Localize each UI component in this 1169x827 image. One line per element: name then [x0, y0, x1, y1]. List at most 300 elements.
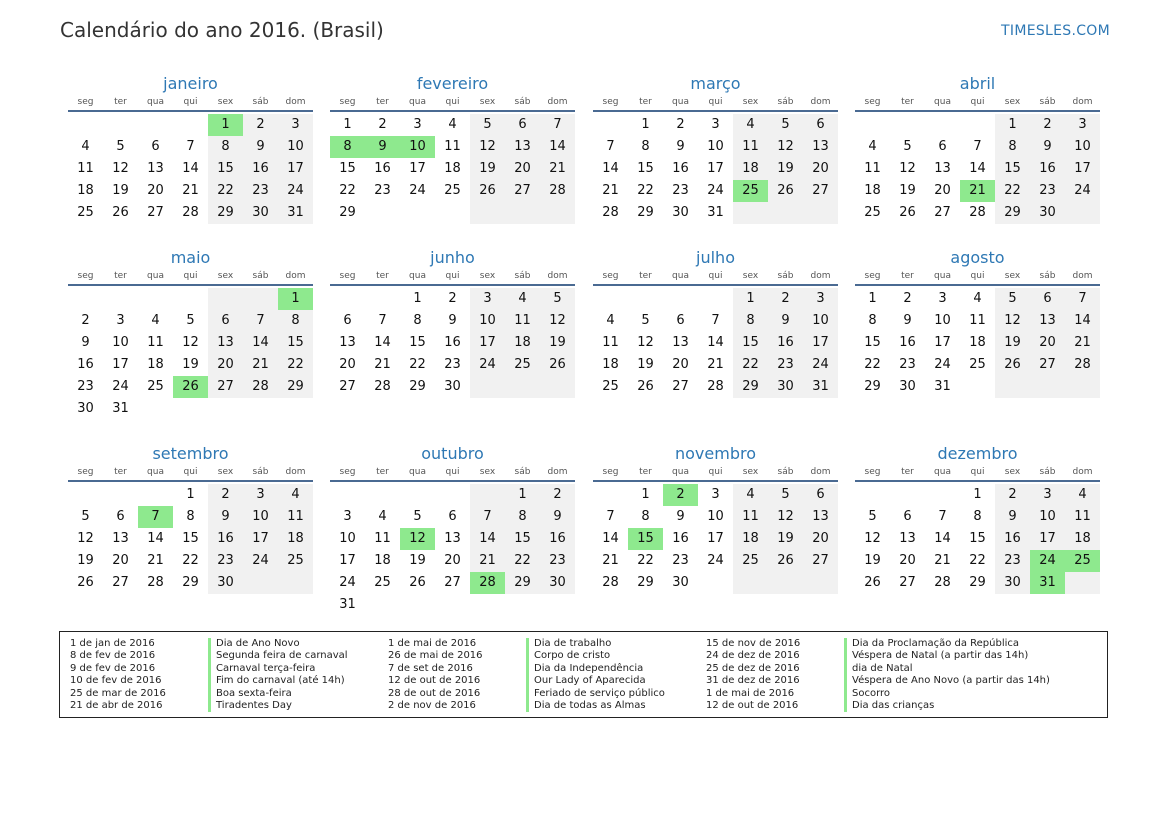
day-cell: 17 — [479, 335, 496, 350]
weekday-label: seg — [77, 467, 94, 477]
weekday-header — [68, 270, 313, 286]
day-cell: 30 — [549, 575, 566, 590]
day-cell: 19 — [777, 161, 794, 176]
day-cell: 24 — [112, 379, 129, 394]
day-cell: 20 — [812, 531, 829, 546]
holiday-day-cell: 24 — [1030, 550, 1065, 572]
day-cell: 16 — [252, 161, 269, 176]
weekday-label: sex — [742, 97, 759, 107]
day-cell: 15 — [637, 161, 654, 176]
day-cell: 29 — [514, 575, 531, 590]
day-cell: 10 — [707, 509, 724, 524]
legend-holiday-name: Dia de trabalho — [526, 638, 611, 650]
legend-holiday-name: Our Lady of Aparecida — [526, 675, 646, 687]
day-cell: 3 — [711, 117, 720, 132]
day-cell: 5 — [781, 487, 790, 502]
day-cell: 1 — [1008, 117, 1017, 132]
weekday-label: qui — [708, 467, 723, 477]
weekday-header — [855, 96, 1100, 112]
day-cell: 24 — [339, 575, 356, 590]
month-name: abril — [959, 74, 996, 93]
holiday-day-cell: 10 — [400, 136, 435, 158]
day-cell: 8 — [291, 313, 300, 328]
day-cell: 7 — [378, 313, 387, 328]
day-cell: 4 — [868, 139, 877, 154]
day-cell: 3 — [291, 117, 300, 132]
day-cell: 6 — [151, 139, 160, 154]
weekday-label: sex — [742, 467, 759, 477]
legend-date: 28 de out de 2016 — [388, 687, 481, 699]
day-cell: 22 — [1004, 183, 1021, 198]
day-cell: 11 — [287, 509, 304, 524]
weekday-header — [68, 466, 313, 482]
weekday-label: sáb — [777, 97, 794, 107]
day-cell: 30 — [1004, 575, 1021, 590]
legend-date: 25 de mar de 2016 — [70, 687, 166, 699]
weekday-label: sáb — [777, 271, 794, 281]
day-cell: 27 — [1039, 357, 1056, 372]
month-agosto — [855, 246, 1100, 394]
weekday-label: qui — [708, 271, 723, 281]
day-cell: 23 — [77, 379, 94, 394]
day-cell: 31 — [812, 379, 829, 394]
day-cell: 23 — [252, 183, 269, 198]
day-cell: 9 — [448, 313, 457, 328]
day-cell: 24 — [287, 183, 304, 198]
day-cell: 7 — [606, 139, 615, 154]
legend-date: 12 de out de 2016 — [388, 675, 481, 687]
day-cell: 14 — [934, 531, 951, 546]
day-cell: 16 — [899, 335, 916, 350]
day-cell: 23 — [899, 357, 916, 372]
day-cell: 27 — [444, 575, 461, 590]
day-cell: 28 — [549, 183, 566, 198]
day-cell: 15 — [969, 531, 986, 546]
day-cell: 12 — [112, 161, 129, 176]
day-cell: 5 — [868, 509, 877, 524]
day-cell: 21 — [374, 357, 391, 372]
day-cell: 5 — [116, 139, 125, 154]
day-cell: 22 — [742, 357, 759, 372]
weekday-label: sáb — [777, 467, 794, 477]
day-cell: 21 — [479, 553, 496, 568]
day-cell: 10 — [479, 313, 496, 328]
day-cell: 13 — [217, 335, 234, 350]
weekday-label: dom — [285, 467, 306, 477]
day-cell: 26 — [479, 183, 496, 198]
day-cell: 14 — [1074, 313, 1091, 328]
holiday-day-cell: 1 — [208, 114, 243, 136]
day-cell: 2 — [1043, 117, 1052, 132]
day-cell: 14 — [374, 335, 391, 350]
day-cell: 6 — [1043, 291, 1052, 306]
day-cell: 5 — [903, 139, 912, 154]
day-cell: 1 — [413, 291, 422, 306]
day-cell: 20 — [112, 553, 129, 568]
day-cell: 4 — [291, 487, 300, 502]
day-cell: 31 — [339, 597, 356, 612]
month-outubro — [330, 442, 575, 612]
day-cell: 15 — [1004, 161, 1021, 176]
weekday-label: ter — [114, 97, 127, 107]
weekday-header — [330, 466, 575, 482]
day-cell: 10 — [812, 313, 829, 328]
day-cell: 26 — [409, 575, 426, 590]
day-cell: 15 — [339, 161, 356, 176]
day-cell: 23 — [374, 183, 391, 198]
day-cell: 3 — [256, 487, 265, 502]
day-cell: 13 — [899, 531, 916, 546]
day-cell: 26 — [864, 575, 881, 590]
day-cell: 7 — [711, 313, 720, 328]
day-cell: 30 — [1039, 205, 1056, 220]
weekday-label: seg — [339, 97, 356, 107]
day-cell: 22 — [637, 553, 654, 568]
day-cell: 8 — [641, 139, 650, 154]
weekday-label: seg — [602, 467, 619, 477]
day-cell: 14 — [182, 161, 199, 176]
legend-holiday-name: Dia de todas as Almas — [526, 700, 646, 712]
weekday-label: ter — [114, 271, 127, 281]
day-cell: 11 — [969, 313, 986, 328]
day-cell: 30 — [217, 575, 234, 590]
day-cell: 15 — [864, 335, 881, 350]
legend-holiday-name: Véspera de Natal (a partir das 14h) — [844, 650, 1028, 662]
legend-holiday-name: Segunda feira de carnaval — [208, 650, 348, 662]
day-cell: 24 — [479, 357, 496, 372]
day-cell: 12 — [182, 335, 199, 350]
day-cell: 10 — [287, 139, 304, 154]
day-cell: 7 — [1078, 291, 1087, 306]
day-cell: 23 — [672, 553, 689, 568]
day-cell: 31 — [112, 401, 129, 416]
weekday-label: ter — [114, 467, 127, 477]
day-cell: 14 — [147, 531, 164, 546]
weekday-label: seg — [602, 97, 619, 107]
day-cell: 19 — [637, 357, 654, 372]
day-cell: 29 — [637, 205, 654, 220]
day-cell: 2 — [448, 291, 457, 306]
day-cell: 26 — [637, 379, 654, 394]
day-cell: 12 — [479, 139, 496, 154]
holiday-day-cell: 7 — [138, 506, 173, 528]
day-cell: 11 — [742, 139, 759, 154]
day-cell: 4 — [746, 487, 755, 502]
day-cell: 2 — [903, 291, 912, 306]
legend-holiday-name: Carnaval terça-feira — [208, 663, 315, 675]
weekday-label: qua — [147, 271, 164, 281]
weekday-label: qui — [445, 97, 460, 107]
day-cell: 4 — [378, 509, 387, 524]
weekday-header — [593, 466, 838, 482]
legend-date: 9 de fev de 2016 — [70, 662, 156, 674]
legend-date: 8 de fev de 2016 — [70, 650, 156, 662]
weekday-label: sex — [1004, 467, 1021, 477]
day-cell: 18 — [1074, 531, 1091, 546]
day-cell: 14 — [969, 161, 986, 176]
day-cell: 14 — [602, 161, 619, 176]
day-cell: 29 — [339, 205, 356, 220]
legend-date: 24 de dez de 2016 — [706, 650, 800, 662]
weekday-label: sex — [1004, 271, 1021, 281]
day-cell: 1 — [746, 291, 755, 306]
month-fevereiro — [330, 72, 575, 220]
day-cell: 3 — [711, 487, 720, 502]
day-cell: 6 — [676, 313, 685, 328]
day-cell: 5 — [81, 509, 90, 524]
day-cell: 14 — [707, 335, 724, 350]
weekday-label: qua — [147, 97, 164, 107]
day-cell: 14 — [252, 335, 269, 350]
day-cell: 5 — [186, 313, 195, 328]
weekday-header — [855, 270, 1100, 286]
day-cell: 18 — [444, 161, 461, 176]
day-cell: 29 — [742, 379, 759, 394]
day-cell: 28 — [374, 379, 391, 394]
holiday-day-cell: 1 — [278, 288, 313, 310]
day-cell: 24 — [934, 357, 951, 372]
day-cell: 8 — [641, 509, 650, 524]
day-cell: 23 — [777, 357, 794, 372]
day-cell: 2 — [553, 487, 562, 502]
day-cell: 3 — [413, 117, 422, 132]
day-cell: 29 — [1004, 205, 1021, 220]
month-name: janeiro — [163, 74, 218, 93]
day-cell: 25 — [77, 205, 94, 220]
month-dezembro — [855, 442, 1100, 590]
day-cell: 19 — [777, 531, 794, 546]
weekday-label: dom — [810, 271, 831, 281]
day-cell: 21 — [252, 357, 269, 372]
day-cell: 19 — [1004, 335, 1021, 350]
day-cell: 8 — [221, 139, 230, 154]
weekday-header — [593, 270, 838, 286]
day-cell: 7 — [256, 313, 265, 328]
weekday-label: sex — [217, 97, 234, 107]
day-cell: 1 — [641, 117, 650, 132]
day-cell: 11 — [444, 139, 461, 154]
holiday-day-cell: 26 — [173, 376, 208, 398]
day-cell: 24 — [1074, 183, 1091, 198]
day-cell: 9 — [553, 509, 562, 524]
legend-holiday-name: Fim do carnaval (até 14h) — [208, 675, 345, 687]
legend-holiday-name: Corpo de cristo — [526, 650, 610, 662]
day-cell: 8 — [1008, 139, 1017, 154]
day-cell: 20 — [812, 161, 829, 176]
day-cell: 5 — [553, 291, 562, 306]
day-cell: 10 — [1039, 509, 1056, 524]
day-cell: 12 — [777, 139, 794, 154]
day-cell: 19 — [864, 553, 881, 568]
weekday-label: dom — [547, 271, 568, 281]
weekday-label: qua — [409, 97, 426, 107]
day-cell: 21 — [707, 357, 724, 372]
day-cell: 21 — [602, 183, 619, 198]
day-cell: 16 — [374, 161, 391, 176]
weekday-label: sáb — [514, 97, 531, 107]
day-cell: 8 — [868, 313, 877, 328]
day-cell: 28 — [147, 575, 164, 590]
day-cell: 22 — [409, 357, 426, 372]
legend-date: 21 de abr de 2016 — [70, 700, 163, 711]
day-cell: 29 — [969, 575, 986, 590]
day-cell: 8 — [518, 509, 527, 524]
weekday-label: sex — [479, 97, 496, 107]
day-cell: 25 — [969, 357, 986, 372]
weekday-label: sáb — [514, 467, 531, 477]
day-cell: 26 — [77, 575, 94, 590]
day-cell: 13 — [934, 161, 951, 176]
day-cell: 10 — [252, 509, 269, 524]
legend-holiday-name: Véspera de Ano Novo (a partir das 14h) — [844, 675, 1050, 687]
day-cell: 31 — [707, 205, 724, 220]
day-cell: 13 — [112, 531, 129, 546]
weekday-label: qui — [183, 271, 198, 281]
weekday-label: qua — [934, 271, 951, 281]
day-cell: 23 — [672, 183, 689, 198]
day-cell: 15 — [742, 335, 759, 350]
day-cell: 27 — [672, 379, 689, 394]
day-cell: 12 — [77, 531, 94, 546]
day-cell: 25 — [444, 183, 461, 198]
day-cell: 17 — [112, 357, 129, 372]
holiday-day-cell: 28 — [470, 572, 505, 594]
day-cell: 18 — [742, 531, 759, 546]
day-cell: 28 — [182, 205, 199, 220]
day-cell: 22 — [339, 183, 356, 198]
day-cell: 19 — [899, 183, 916, 198]
day-cell: 2 — [81, 313, 90, 328]
day-cell: 13 — [444, 531, 461, 546]
day-cell: 1 — [518, 487, 527, 502]
day-cell: 17 — [707, 531, 724, 546]
day-cell: 25 — [374, 575, 391, 590]
day-cell: 22 — [182, 553, 199, 568]
weekday-label: seg — [77, 271, 94, 281]
day-cell: 1 — [641, 487, 650, 502]
weekday-label: ter — [901, 467, 914, 477]
day-cell: 17 — [934, 335, 951, 350]
weekday-label: qui — [445, 467, 460, 477]
weekday-header — [855, 466, 1100, 482]
day-cell: 22 — [969, 553, 986, 568]
legend-holiday-name: Dia das crianças — [844, 700, 934, 712]
day-cell: 17 — [812, 335, 829, 350]
day-cell: 23 — [1039, 183, 1056, 198]
day-cell: 16 — [444, 335, 461, 350]
day-cell: 7 — [186, 139, 195, 154]
day-cell: 11 — [514, 313, 531, 328]
weekday-label: ter — [376, 97, 389, 107]
day-cell: 9 — [1043, 139, 1052, 154]
day-cell: 2 — [1008, 487, 1017, 502]
day-cell: 30 — [77, 401, 94, 416]
day-cell: 20 — [147, 183, 164, 198]
day-cell: 9 — [81, 335, 90, 350]
day-cell: 11 — [147, 335, 164, 350]
day-cell: 29 — [637, 575, 654, 590]
day-cell: 22 — [864, 357, 881, 372]
legend-date: 2 de nov de 2016 — [388, 700, 476, 711]
day-cell: 30 — [899, 379, 916, 394]
weekday-label: qua — [934, 467, 951, 477]
month-name: setembro — [152, 444, 229, 463]
weekday-label: dom — [1072, 97, 1093, 107]
day-cell: 15 — [182, 531, 199, 546]
day-cell: 28 — [602, 205, 619, 220]
day-cell: 17 — [339, 553, 356, 568]
day-cell: 13 — [812, 509, 829, 524]
day-cell: 1 — [343, 117, 352, 132]
weekday-header — [330, 96, 575, 112]
day-cell: 18 — [514, 335, 531, 350]
legend-holiday-name: Dia da Independência — [526, 663, 643, 675]
weekday-label: seg — [602, 271, 619, 281]
legend-date: 10 de fev de 2016 — [70, 675, 162, 687]
day-cell: 27 — [112, 575, 129, 590]
month-name: outubro — [421, 444, 484, 463]
day-cell: 18 — [969, 335, 986, 350]
day-cell: 28 — [969, 205, 986, 220]
day-cell: 19 — [409, 553, 426, 568]
weekday-label: dom — [547, 97, 568, 107]
day-cell: 16 — [1004, 531, 1021, 546]
day-cell: 16 — [549, 531, 566, 546]
weekday-label: ter — [639, 271, 652, 281]
day-cell: 8 — [186, 509, 195, 524]
day-cell: 9 — [676, 509, 685, 524]
weekday-label: qui — [445, 271, 460, 281]
day-cell: 27 — [934, 205, 951, 220]
day-cell: 12 — [899, 161, 916, 176]
day-cell: 26 — [777, 553, 794, 568]
day-cell: 7 — [938, 509, 947, 524]
day-cell: 4 — [1078, 487, 1087, 502]
day-cell: 7 — [483, 509, 492, 524]
day-cell: 19 — [479, 161, 496, 176]
day-cell: 6 — [816, 117, 825, 132]
day-cell: 2 — [378, 117, 387, 132]
legend-date: 12 de out de 2016 — [706, 700, 799, 711]
weekday-header — [593, 96, 838, 112]
day-cell: 9 — [903, 313, 912, 328]
holiday-day-cell: 15 — [628, 528, 663, 550]
day-cell: 24 — [707, 183, 724, 198]
day-cell: 3 — [1078, 117, 1087, 132]
day-cell: 22 — [287, 357, 304, 372]
day-cell: 20 — [444, 553, 461, 568]
day-cell: 25 — [514, 357, 531, 372]
weekday-label: dom — [1072, 467, 1093, 477]
day-cell: 27 — [812, 183, 829, 198]
month-novembro — [593, 442, 838, 590]
day-cell: 9 — [256, 139, 265, 154]
month-maio — [68, 246, 313, 416]
weekday-label: qua — [409, 467, 426, 477]
month-junho — [330, 246, 575, 394]
legend-holiday-name: dia de Natal — [844, 663, 913, 675]
month-julho — [593, 246, 838, 394]
month-name: dezembro — [937, 444, 1018, 463]
day-cell: 16 — [672, 531, 689, 546]
day-cell: 19 — [77, 553, 94, 568]
brand-link[interactable]: TIMESLES.COM — [1001, 23, 1110, 39]
holiday-legend — [59, 631, 1108, 718]
day-cell: 11 — [1074, 509, 1091, 524]
day-cell: 15 — [514, 531, 531, 546]
day-cell: 19 — [182, 357, 199, 372]
day-cell: 12 — [777, 509, 794, 524]
